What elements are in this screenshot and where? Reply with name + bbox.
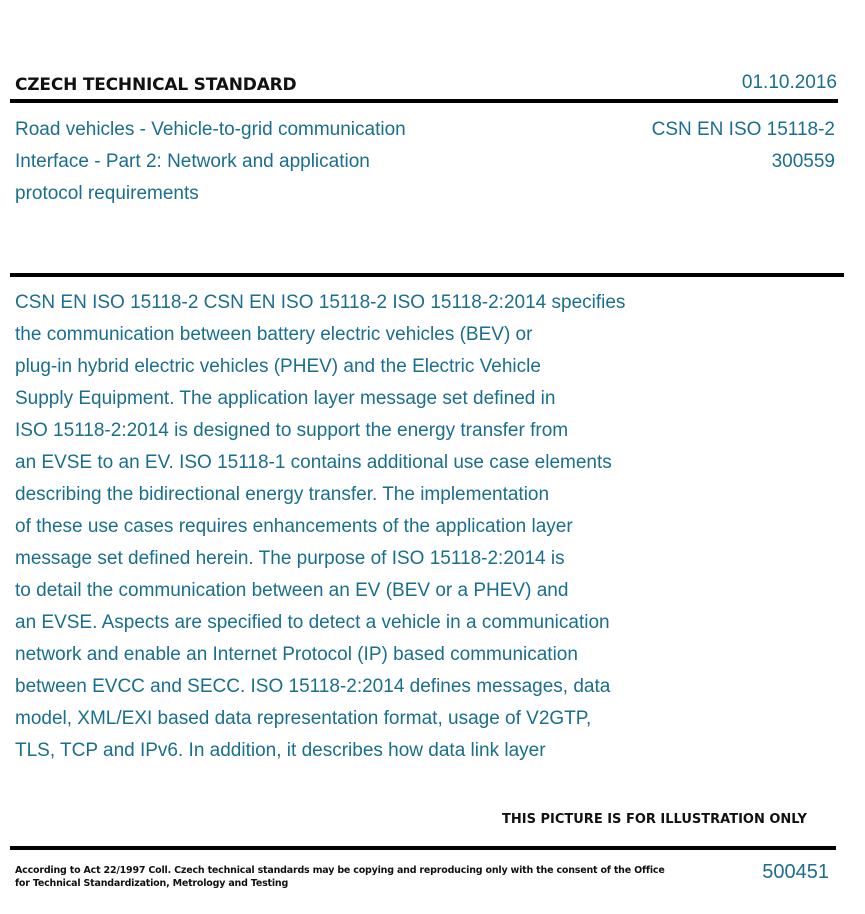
- standard-number: CSN EN ISO 15118-2: [651, 119, 835, 140]
- title-line: Interface - Part 2: Network and application: [15, 151, 370, 172]
- title-line: protocol requirements: [15, 183, 199, 204]
- abstract-text: [15, 287, 775, 767]
- abstract-line: to detail the communication between an EV (BEV or a PHEV) and: [15, 580, 569, 601]
- abstract-line: an EVSE to an EV. ISO 15118-1 contains additional use case elements: [15, 452, 612, 473]
- abstract-line: CSN EN ISO 15118-2 CSN EN ISO 15118-2 ISO 15118-2:2014 specifies: [15, 292, 626, 313]
- abstract-line: describing the bidirectional energy transfer. The implementation: [15, 484, 550, 505]
- top-rule: [10, 99, 838, 103]
- abstract-line: ISO 15118-2:2014 is designed to support the energy transfer from: [15, 420, 569, 441]
- legal-line: for Technical Standardization, Metrology and Testing: [15, 878, 289, 889]
- abstract-line: an EVSE. Aspects are specified to detect a vehicle in a communication: [15, 612, 610, 633]
- title-line: Road vehicles - Vehicle-to-grid communication: [15, 119, 406, 140]
- abstract-line: message set defined herein. The purpose of ISO 15118-2:2014 is: [15, 548, 565, 569]
- publication-date: 01.10.2016: [741, 72, 837, 93]
- standard-title: [15, 114, 535, 210]
- document-type-label: CZECH TECHNICAL STANDARD: [15, 75, 297, 95]
- abstract-line: plug-in hybrid electric vehicles (PHEV) and the Electric Vehicle: [15, 356, 541, 377]
- legal-line: According to Act 22/1997 Coll. Czech technical standards may be copying and reproducing only with the consent of the Office: [15, 865, 665, 876]
- abstract-line: between EVCC and SECC. ISO 15118-2:2014 defines messages, data: [15, 676, 611, 697]
- legal-notice: [15, 864, 665, 890]
- bottom-rule: [10, 846, 836, 850]
- abstract-line: network and enable an Internet Protocol (IP) based communication: [15, 644, 578, 665]
- abstract-line: TLS, TCP and IPv6. In addition, it describes how data link layer: [15, 740, 546, 761]
- middle-rule: [10, 273, 844, 277]
- standard-code: 300559: [771, 151, 835, 172]
- illustration-note: THIS PICTURE IS FOR ILLUSTRATION ONLY: [502, 812, 807, 827]
- abstract-line: the communication between battery electric vehicles (BEV) or: [15, 324, 533, 345]
- standard-identifier: [652, 114, 835, 178]
- abstract-line: Supply Equipment. The application layer message set defined in: [15, 388, 556, 409]
- abstract-line: of these use cases requires enhancements of the application layer: [15, 516, 573, 537]
- footer-number: 500451: [762, 861, 829, 883]
- abstract-line: model, XML/EXI based data representation format, usage of V2GTP,: [15, 708, 592, 729]
